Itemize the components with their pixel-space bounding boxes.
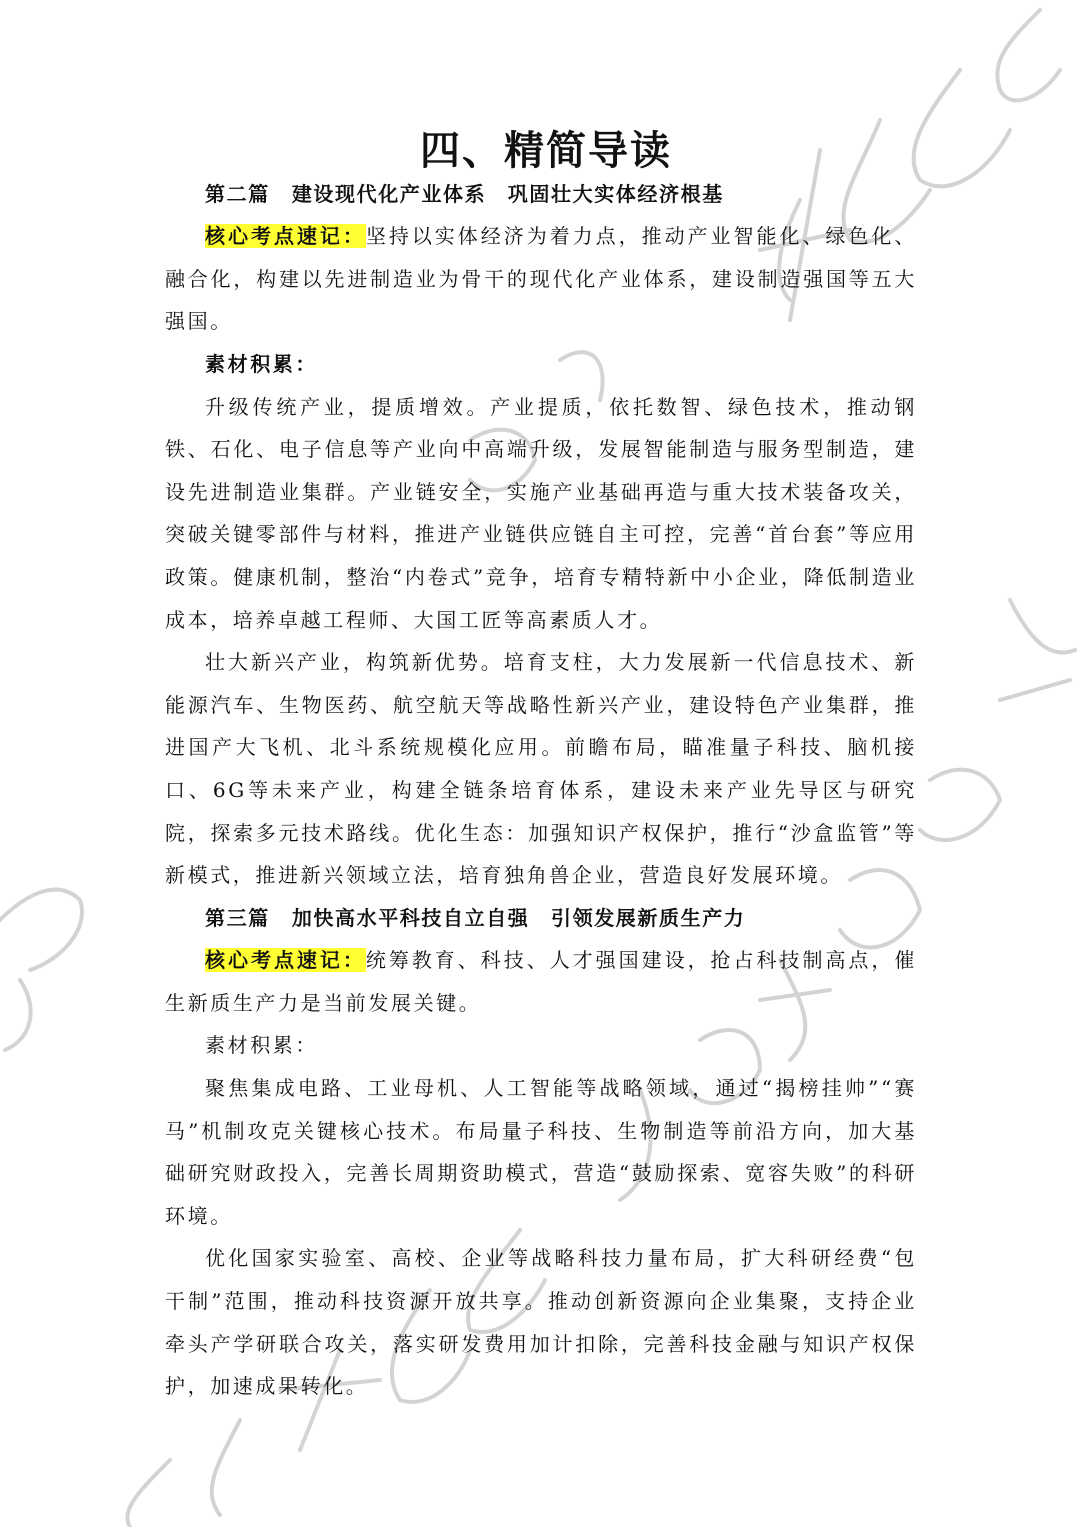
core-point xyxy=(165,215,917,343)
chapter-heading xyxy=(165,173,917,216)
chapter-number: 第三篇 xyxy=(205,905,270,930)
material-paragraph: 升级传统产业，提质增效。产业提质，依托数智、绿色技术，推动钢铁、石化、电子信息等产业向中高端升级，发展智能制造与服务型制造，建设先进制造业集群。产业链安全，实施产业基础再造与重大技术装备攻关，突破关键零部件与材料，推进产业链供应链自主可控，完善“首台套”等应用政策。健康机制，整治“内卷式”竞争，培育专精特新中小企业，降低制造业成本，培养卓越工程师、大国工匠等高素质人才。 xyxy=(165,394,917,632)
page-title: 四、精简导读 xyxy=(420,127,672,174)
chapter-title: 建设现代化产业体系 巩固壮大实体经济根基 xyxy=(291,181,724,206)
material-paragraph: 壮大新兴产业，构筑新优势。培育支柱，大力发展新一代信息技术、新能源汽车、生物医药、航空航天等战略性新兴产业，建设特色产业集群，推进国产大飞机、北斗系统规模化应用。前瞻布局，瞄准量子科技、脑机接口、6G等未来产业，构建全链条培育体系，建设未来产业先导区与研究院，探索多元技术路线。优化生态：加强知识产权保护，推行“沙盒监管”等新模式，推进新兴领域立法，培育独角兽企业，营造良好发展环境。 xyxy=(165,650,917,888)
core-point-label: 核心考点速记： xyxy=(205,948,366,973)
core-point xyxy=(165,939,917,1024)
chapter-title: 加快高水平科技自立自强 引领发展新质生产力 xyxy=(291,905,746,930)
material-paragraph: 优化国家实验室、高校、企业等战略科技力量布局，扩大科研经费“包干制”范围，推动科技资源开放共享。推动创新资源向企业集聚，支持企业牵头产学研联合攻关，落实研发费用加计扣除，完善科技金融与知识产权保护，加速成果转化。 xyxy=(165,1246,917,1399)
document-page xyxy=(165,127,917,1408)
core-point-text: 坚持以实体经济为着力点，推动产业智能化、绿色化、融合化，构建以先进制造业为骨干的现代化产业体系，建设制造强国等五大强国。 xyxy=(165,224,917,334)
section-chapter-2 xyxy=(165,173,917,897)
core-point-label: 核心考点速记： xyxy=(205,224,366,249)
material-label: 素材积累： xyxy=(205,351,318,376)
chapter-heading xyxy=(165,897,917,940)
core-point-text: 统筹教育、科技、人才强国建设，抢占科技制高点，催生新质生产力是当前发展关键。 xyxy=(165,948,917,1015)
material-label: 素材积累： xyxy=(205,1033,318,1058)
material-paragraph: 聚焦集成电路、工业母机、人工智能等战略领域，通过“揭榜挂帅”“赛马”机制攻克关键核心技术。布局量子科技、生物制造等前沿方向，加大基础研究财政投入，完善长周期资助模式，营造“鼓励探索、宽容失败”的科研环境。 xyxy=(165,1076,917,1228)
chapter-number: 第二篇 xyxy=(205,181,270,206)
section-chapter-3 xyxy=(165,897,917,1408)
